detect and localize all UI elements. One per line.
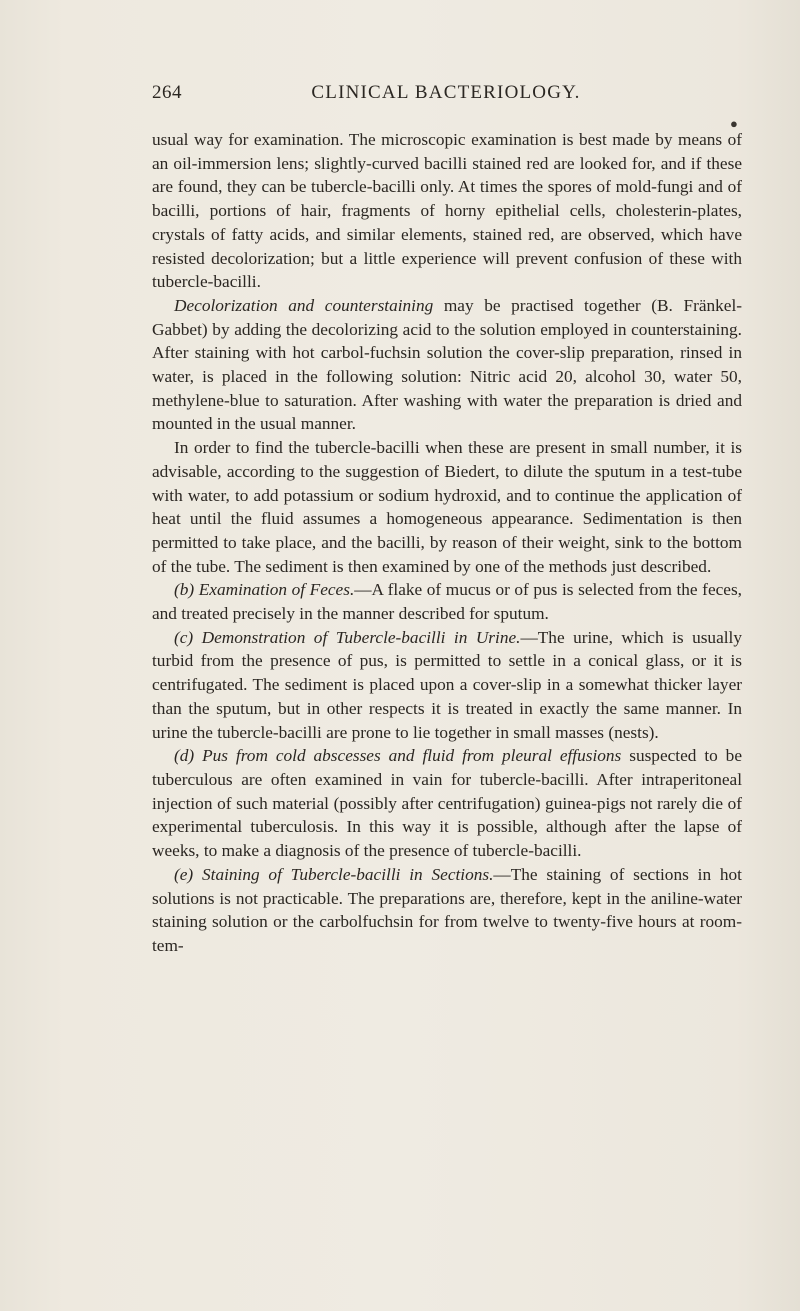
paragraph-sections	[152, 863, 742, 958]
body-text	[152, 128, 742, 958]
paragraph-lead: (d) Pus from cold abscesses and fluid from pleural effusions	[174, 746, 622, 766]
paragraph-text: In order to find the tubercle-bacilli when these are present in small number, it is advisable, according to the suggestion of Biedert, to dilute the sputum in a test-tube with water, to add potassium or sodium hydroxid, and to continue the application of heat until the fluid assumes a homogeneous appearance. Sedimentation is then permitted to take place, and the bacilli, by reason of their weight, sink to the bottom of the tube. The sediment is then examined by one of the methods just described.	[152, 438, 742, 576]
paragraph-decolorization	[152, 294, 742, 436]
page-number: 264	[152, 82, 182, 103]
paragraph-text: —The staining of sections in hot solutions is not practicable. The preparations are, therefore, kept in the aniline-water staining solution or the carbolfuchsin for from twelve to twenty-five hours at room-tem-	[152, 864, 742, 955]
paragraph-biedert-method	[152, 436, 742, 578]
paragraph-text: suspected to be tuberculous are often examined in vain for tubercle-bacilli. After intraperitoneal injection of such material (possibly after centrifugation) guinea-pigs not rarely die of experimental tuberculosis. In this way it is possible, although after the lapse of weeks, to make a diagnosis of the presence of tubercle-bacilli.	[152, 746, 742, 861]
page-header	[152, 82, 740, 131]
running-title: CLINICAL BACTERIOLOGY.	[311, 82, 581, 103]
paragraph-text: —The urine, which is usually turbid from the presence of pus, is permitted to settle in a conical glass, or it is centrifugated. The sediment is placed upon a cover-slip in a somewhat thicker layer than the sputum, but in other respects it is treated in exactly the same manner. In urine the tubercle-bacilli are prone to lie together in small masses (nests).	[152, 627, 742, 742]
paragraph-lead: (c) Demonstration of Tubercle-bacilli in Urine.	[174, 627, 521, 647]
paragraph-text: usual way for examination. The microscopic examination is best made by means of an oil-immersion lens; slightly-curved bacilli stained red are looked for, and if these are found, they can be tubercle-bacilli only. At times the spores of mold-fungi and of bacilli, portions of hair, fragments of horny epithelial cells, cholesterin-plates, crystals of fatty acids, and similar elements, stained red, are observed, which have resisted decolorization; but a little experience will prevent confusion of these with tubercle-bacilli.	[152, 130, 742, 292]
paragraph-pus-effusions	[152, 744, 742, 863]
print-mark: ●	[730, 116, 738, 131]
paragraph-text: —A flake of mucus or of pus is selected from the feces, and treated precisely in the manner described for sputum.	[152, 580, 742, 624]
paragraph-feces	[152, 578, 742, 625]
paragraph-lead: (e) Staining of Tubercle-bacilli in Sections.	[174, 864, 494, 884]
paragraph-continuation	[152, 128, 742, 294]
paragraph-urine	[152, 626, 742, 745]
paragraph-text: may be practised together (B. Fränkel-Gabbet) by adding the decolorizing acid to the solution employed in counterstaining. After staining with hot carbol-fuchsin solution the cover-slip preparation, rinsed in water, is placed in the following solution: Nitric acid 20, alcohol 30, water 50, methylene-blue to saturation. After washing with water the preparation is dried and mounted in the usual manner.	[152, 295, 742, 434]
paragraph-lead: Decolorization and counterstaining	[174, 295, 434, 315]
paragraph-lead: (b) Examination of Feces.	[174, 580, 355, 600]
